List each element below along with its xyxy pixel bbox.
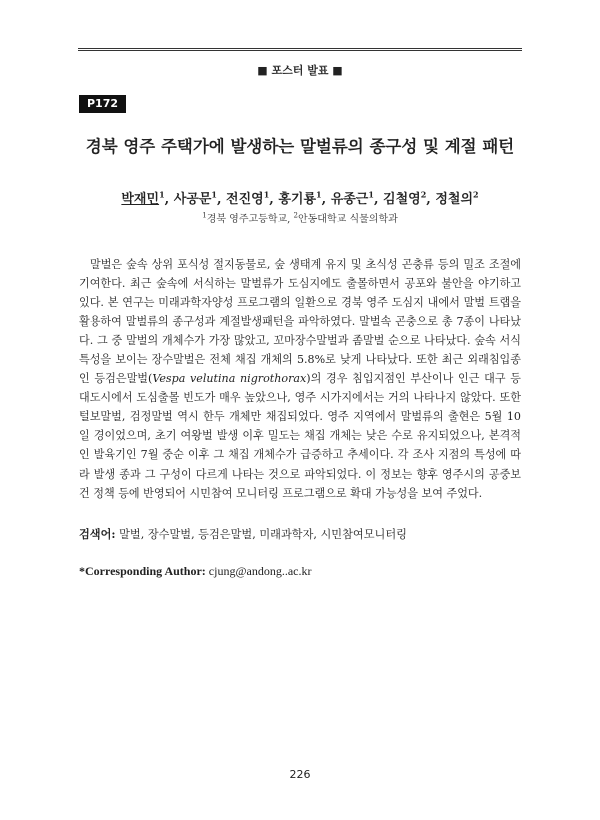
author-name: 김철영 bbox=[383, 192, 421, 207]
author-affil-mark: 2 bbox=[473, 189, 479, 200]
keywords bbox=[79, 526, 521, 542]
species-name: Vespa velutina nigrothorax bbox=[152, 372, 307, 386]
author-name: 홍기룡 bbox=[278, 192, 317, 207]
author-affil-mark: 1 bbox=[159, 189, 165, 200]
corresponding-author bbox=[79, 564, 521, 579]
keywords-label: 검색어: bbox=[79, 527, 116, 541]
abstract-text: 말벌은 숲속 상위 포식성 절지동물로, 숲 생태계 유지 및 초식성 곤충류 등의 밀조 조절에 기여한다. 최근 숲속에 서식하는 말벌류가 도심지에도 출몰하면서 공포와 불안을 야기하고 있다. 본 연구는 미래과학자양성 프로그램의 일환으로 경북 영주 도심지 내에서 말벌 트랩을 활용하여 말벌류의 종구성과 계절발생패턴을 파악하였다. 말벌속 곤충으로 총 7종이 나타났다. 그 중 말벌의 개체수가 가장 많았고, 꼬마장수말벌과 좀말벌 순으로 나타났다. 숲속 서식 특성을 보이는 장수말벌은 전체 채집 개체의 5.8%로 낮게 나타났다. 또한 최근 외래침입종인 등검은말벌( bbox=[79, 258, 521, 386]
author-affil-mark: 1 bbox=[316, 189, 322, 200]
abstract-paragraph bbox=[79, 255, 521, 503]
author-affil-mark: 1 bbox=[263, 189, 270, 200]
keywords-text: 말벌, 장수말벌, 등검은말벌, 미래과학자, 시민참여모니터링 bbox=[115, 528, 407, 541]
affiliation-text: 안동대학교 식물의학과 bbox=[297, 214, 398, 225]
section-tag: ■ 포스터 발표 ■ bbox=[257, 64, 343, 77]
author-affil-mark: 1 bbox=[368, 189, 374, 200]
affil-mark: 2 bbox=[293, 211, 298, 220]
corresponding-label: *Corresponding Author: bbox=[79, 564, 206, 578]
page-number: 226 bbox=[289, 768, 311, 781]
author-affil-mark: 2 bbox=[420, 189, 427, 200]
affil-mark: 1 bbox=[202, 211, 207, 220]
header-rule bbox=[78, 48, 522, 49]
header-rule bbox=[78, 50, 522, 51]
abstract-body bbox=[79, 255, 521, 503]
author-name: 정철의 bbox=[435, 192, 474, 207]
author-affil-mark: 1 bbox=[211, 189, 217, 200]
paper-title: 경북 영주 주택가에 발생하는 말벌류의 종구성 및 계절 패턴 bbox=[85, 137, 515, 156]
abstract-text: )의 경우 침입지점인 부산이나 인근 대구 등 대도시에서 도심출몰 빈도가 매우 높았으나, 영주 시가지에서는 거의 나타나지 않았다. 또한 털보말벌, 검정말벌 역시 한두 개체만 채집되었다. 영주 지역에서 말벌류의 출현은 5월 10일 경이었으며, 초기 여왕벌 발생 이후 밀도는 채집 개체는 낮은 수로 유지되었으나, 본격적인 발육기인 7월 중순 이후 그 채집 개체수가 급증하고 추세이다. 각 조사 지점의 특성에 따라 발생 종과 그 구성이 다르게 나타는 것으로 파악되었다. 이 정보는 향후 영주시의 공중보건 정책 등에 반영되어 시민참여 모니터링 프로그램으로 확대 가능성을 보여 주었다. bbox=[79, 372, 522, 500]
author-list: 박재민$^1$, 사공문$^1$, 전진영$^1$, 홍기룡$^1$, 유종근$^1$, 김철영$^2$, 정철의$^2$ bbox=[121, 189, 479, 207]
affiliation-text: 경북 영주고등학교, bbox=[206, 214, 294, 225]
corresponding-email[interactable]: cjung@andong..ac.kr bbox=[205, 564, 312, 578]
poster-code-badge: P172 bbox=[79, 95, 126, 113]
affiliations bbox=[0, 210, 600, 225]
author-name: 박재민 bbox=[121, 192, 160, 207]
author-name: 유종근 bbox=[330, 192, 369, 207]
author-name: 사공문 bbox=[173, 192, 212, 207]
author-name: 전진영 bbox=[226, 192, 264, 207]
